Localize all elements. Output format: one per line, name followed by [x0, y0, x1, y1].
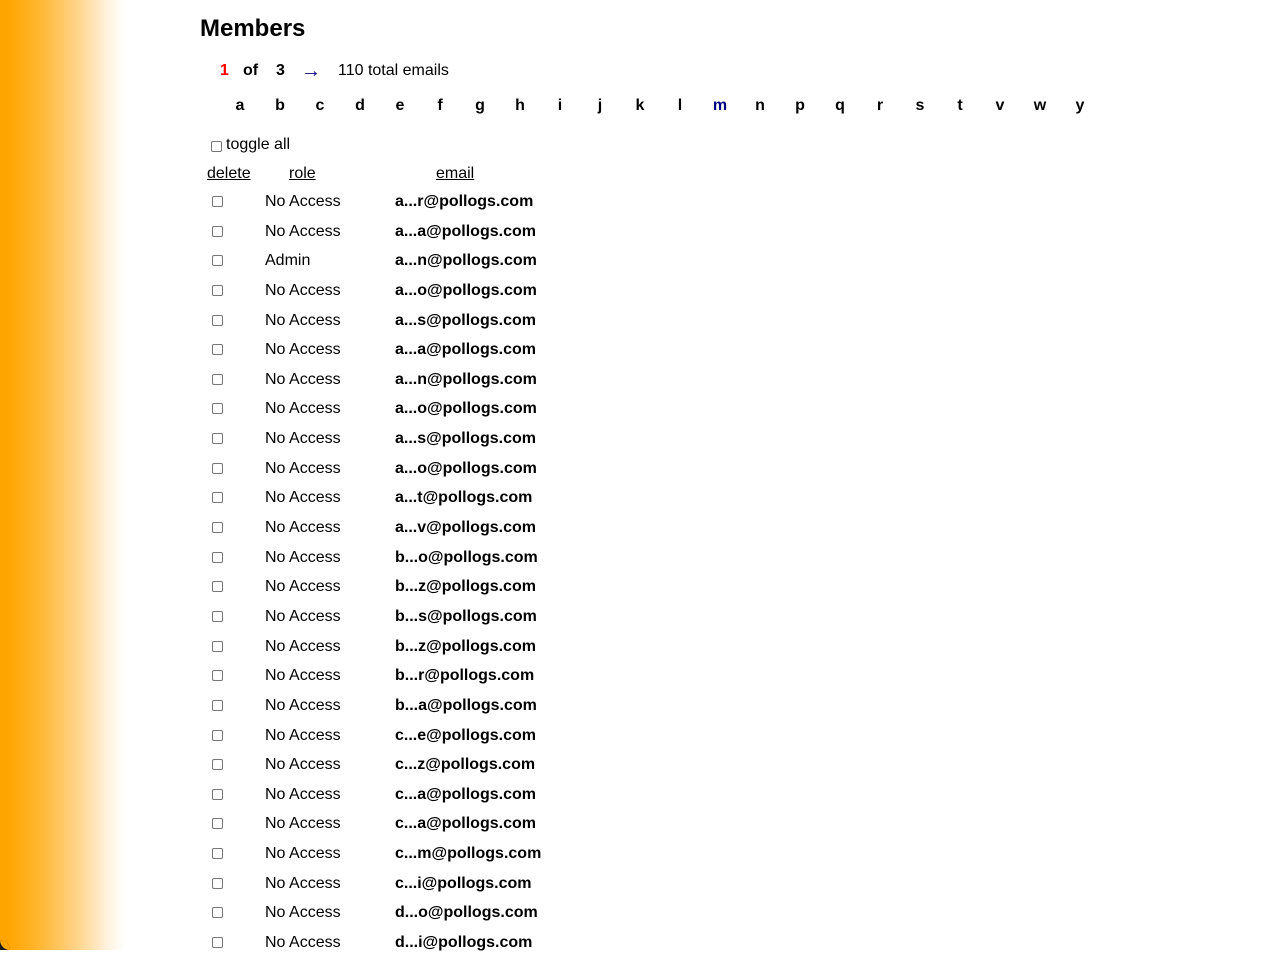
- member-role: No Access: [265, 365, 341, 395]
- letter-filter-v[interactable]: v: [980, 96, 1020, 116]
- member-role: No Access: [265, 572, 341, 602]
- delete-checkbox[interactable]: [212, 403, 223, 414]
- letter-filter-i[interactable]: i: [540, 96, 580, 116]
- letter-filter-c[interactable]: c: [300, 96, 340, 116]
- member-email: a...o@pollogs.com: [395, 276, 537, 306]
- letter-filter-m[interactable]: m: [700, 96, 740, 116]
- member-email: b...o@pollogs.com: [395, 543, 538, 573]
- delete-checkbox[interactable]: [212, 759, 223, 770]
- delete-checkbox[interactable]: [212, 878, 223, 889]
- letter-filter-g[interactable]: g: [460, 96, 500, 116]
- member-email: d...i@pollogs.com: [395, 928, 532, 958]
- member-role: No Access: [265, 394, 341, 424]
- letter-filter-b[interactable]: b: [260, 96, 300, 116]
- member-role: No Access: [265, 276, 341, 306]
- delete-checkbox[interactable]: [212, 492, 223, 503]
- member-email: a...o@pollogs.com: [395, 454, 537, 484]
- member-role: No Access: [265, 187, 341, 217]
- member-role: Admin: [265, 246, 310, 276]
- member-role: No Access: [265, 898, 341, 928]
- member-role: No Access: [265, 809, 341, 839]
- delete-checkbox[interactable]: [212, 641, 223, 652]
- delete-checkbox[interactable]: [212, 374, 223, 385]
- member-email: a...n@pollogs.com: [395, 365, 537, 395]
- page-title: Members: [200, 15, 305, 43]
- delete-checkbox[interactable]: [212, 700, 223, 711]
- member-email: a...n@pollogs.com: [395, 246, 537, 276]
- member-email: a...o@pollogs.com: [395, 394, 537, 424]
- member-role: No Access: [265, 661, 341, 691]
- delete-checkbox[interactable]: [212, 433, 223, 444]
- member-role: No Access: [265, 217, 341, 247]
- letter-filter-q[interactable]: q: [820, 96, 860, 116]
- delete-checkbox[interactable]: [212, 818, 223, 829]
- letter-filter-f[interactable]: f: [420, 96, 460, 116]
- member-email: c...z@pollogs.com: [395, 750, 535, 780]
- delete-checkbox[interactable]: [212, 255, 223, 266]
- member-role: No Access: [265, 513, 341, 543]
- member-email: a...v@pollogs.com: [395, 513, 536, 543]
- sort-by-delete[interactable]: delete: [207, 164, 251, 184]
- letter-filter-l[interactable]: l: [660, 96, 700, 116]
- member-role: No Access: [265, 928, 341, 958]
- member-email: c...m@pollogs.com: [395, 839, 541, 869]
- member-role: No Access: [265, 839, 341, 869]
- member-role: No Access: [265, 335, 341, 365]
- current-page: 1: [220, 61, 243, 81]
- delete-checkbox[interactable]: [212, 789, 223, 800]
- left-gradient-sidebar: [0, 0, 125, 950]
- delete-checkbox[interactable]: [212, 907, 223, 918]
- delete-checkbox[interactable]: [212, 581, 223, 592]
- member-role: No Access: [265, 424, 341, 454]
- letter-filter-r[interactable]: r: [860, 96, 900, 116]
- letter-filter-k[interactable]: k: [620, 96, 660, 116]
- member-role: No Access: [265, 780, 341, 810]
- last-page-link[interactable]: 3: [276, 61, 301, 81]
- member-email: b...s@pollogs.com: [395, 602, 537, 632]
- toggle-all-label: toggle all: [226, 135, 290, 155]
- member-email: a...s@pollogs.com: [395, 306, 536, 336]
- member-role: No Access: [265, 306, 341, 336]
- member-email: c...a@pollogs.com: [395, 780, 536, 810]
- member-role: No Access: [265, 602, 341, 632]
- pagination: [220, 61, 449, 81]
- member-role: No Access: [265, 721, 341, 751]
- member-role: No Access: [265, 483, 341, 513]
- delete-checkbox[interactable]: [212, 344, 223, 355]
- sort-by-email[interactable]: email: [436, 164, 474, 184]
- member-email: b...a@pollogs.com: [395, 691, 537, 721]
- window-corner: [0, 940, 10, 950]
- member-email: a...a@pollogs.com: [395, 335, 536, 365]
- member-email: b...z@pollogs.com: [395, 632, 536, 662]
- member-role: No Access: [265, 543, 341, 573]
- sort-by-role[interactable]: role: [289, 164, 316, 184]
- letter-filter-e[interactable]: e: [380, 96, 420, 116]
- letter-filter-d[interactable]: d: [340, 96, 380, 116]
- next-page-arrow-icon[interactable]: →: [301, 61, 338, 81]
- alphabet-filter: [220, 96, 1100, 116]
- delete-checkbox[interactable]: [212, 315, 223, 326]
- letter-filter-h[interactable]: h: [500, 96, 540, 116]
- member-email: b...z@pollogs.com: [395, 572, 536, 602]
- total-emails-count: 110 total emails: [338, 61, 449, 81]
- toggle-all-checkbox[interactable]: [211, 141, 222, 152]
- member-email: b...r@pollogs.com: [395, 661, 534, 691]
- member-email: c...a@pollogs.com: [395, 809, 536, 839]
- delete-checkbox[interactable]: [212, 848, 223, 859]
- member-email: a...t@pollogs.com: [395, 483, 532, 513]
- letter-filter-y[interactable]: y: [1060, 96, 1100, 116]
- member-email: c...e@pollogs.com: [395, 721, 536, 751]
- delete-checkbox[interactable]: [212, 611, 223, 622]
- member-role: No Access: [265, 869, 341, 899]
- member-email: a...a@pollogs.com: [395, 217, 536, 247]
- member-role: No Access: [265, 691, 341, 721]
- member-role: No Access: [265, 632, 341, 662]
- letter-filter-s[interactable]: s: [900, 96, 940, 116]
- member-email: a...s@pollogs.com: [395, 424, 536, 454]
- member-email: a...r@pollogs.com: [395, 187, 533, 217]
- of-label: of: [243, 61, 276, 81]
- letter-filter-p[interactable]: p: [780, 96, 820, 116]
- delete-checkbox[interactable]: [212, 226, 223, 237]
- member-email: c...i@pollogs.com: [395, 869, 532, 899]
- delete-checkbox[interactable]: [212, 730, 223, 741]
- delete-checkbox[interactable]: [212, 552, 223, 563]
- delete-checkbox[interactable]: [212, 522, 223, 533]
- delete-checkbox[interactable]: [212, 937, 223, 948]
- delete-checkbox[interactable]: [212, 285, 223, 296]
- member-role: No Access: [265, 454, 341, 484]
- delete-checkbox[interactable]: [212, 196, 223, 207]
- letter-filter-n[interactable]: n: [740, 96, 780, 116]
- member-email: d...o@pollogs.com: [395, 898, 538, 928]
- member-role: No Access: [265, 750, 341, 780]
- toggle-all[interactable]: [211, 135, 290, 155]
- delete-checkbox[interactable]: [212, 463, 223, 474]
- letter-filter-t[interactable]: t: [940, 96, 980, 116]
- delete-checkbox[interactable]: [212, 670, 223, 681]
- letter-filter-w[interactable]: w: [1020, 96, 1060, 116]
- letter-filter-j[interactable]: j: [580, 96, 620, 116]
- letter-filter-a[interactable]: a: [220, 96, 260, 116]
